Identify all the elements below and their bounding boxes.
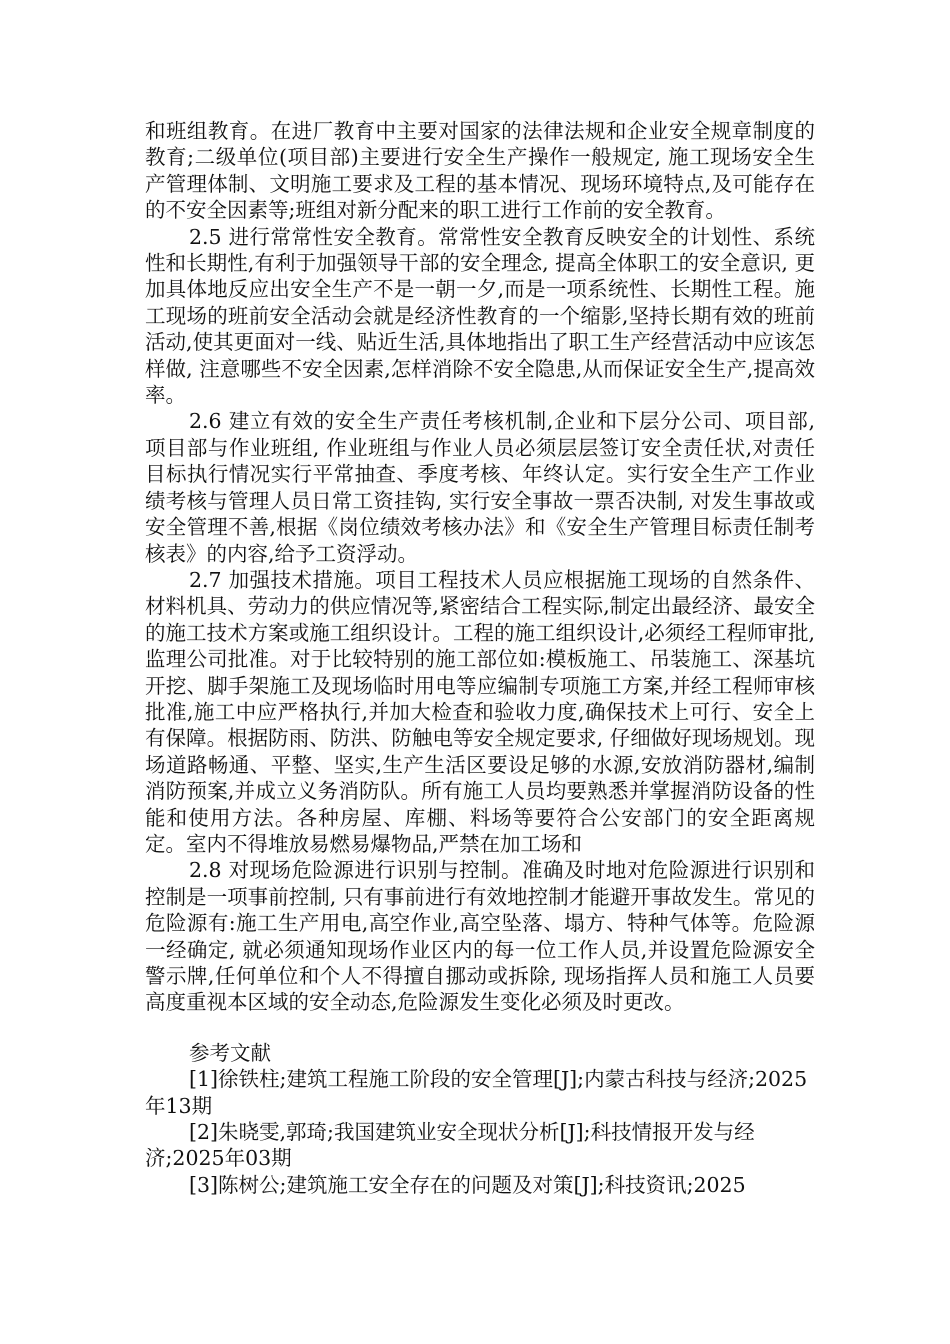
reference-item: [1]徐铁柱;建筑工程施工阶段的安全管理[J];内蒙古科技与经济;2025年13期 <box>145 1067 808 1118</box>
reference-item: [3]陈树公;建筑施工安全存在的问题及对策[J];科技资讯;2025 <box>189 1172 746 1197</box>
references-title: 参考文献 <box>189 1040 271 1065</box>
section-2-5-paragraph: 2.5 进行常常性安全教育。常常性安全教育反映安全的计划性、系统性和长期性,有利于加强领导干部的安全理念, 提高全体职工的安全意识, 更加具体地反应出安全生产不是一朝一夕,而是一项系统性、长期性工程。施工现场的班前安全活动会就是经济性教育的一个缩影,坚持长期有效的班前活动,使其更面对一线、贴近生活,具体地指出了职工生产经营活动中应该怎样做, 注意哪些不安全因素,怎样消除不安全隐患,从而保证安全生产,提高效率。 <box>145 224 815 408</box>
references-section <box>145 1040 815 1198</box>
section-2-8-paragraph: 2.8 对现场危险源进行识别与控制。准确及时地对危险源进行识别和控制是一项事前控制, 只有事前进行有效地控制才能避开事故发生。常见的危险源有:施工生产用电,高空作业,高空坠落、塌方、特种气体等。危险源一经确定, 就必须通知现场作业区内的每一位工作人员,并设置危险源安全警示牌,任何单位和个人不得擅自挪动或拆除, 现场指挥人员和施工人员要高度重视本区域的安全动态,危险源发生变化必须及时更改。 <box>145 858 815 1015</box>
reference-item: [2]朱晓雯,郭琦;我国建筑业安全现状分析[J];科技情报开发与经济;2025年03期 <box>145 1120 755 1171</box>
document-page <box>145 118 815 1198</box>
section-2-6-paragraph: 2.6 建立有效的安全生产责任考核机制,企业和下层分公司、项目部,项目部与作业班组, 作业班组与作业人员必须层层签订安全责任状,对责任目标执行情况实行平常抽查、季度考核、年终认定。实行安全生产工作业绩考核与管理人员日常工资挂钩, 实行安全事故一票否决制, 对发生事故或安全管理不善,根据《岗位绩效考核办法》和《安全生产管理目标责任制考核表》的内容,给予工资浮动。 <box>145 409 815 566</box>
section-2-7-paragraph: 2.7 加强技术措施。项目工程技术人员应根据施工现场的自然条件、材料机具、劳动力的供应情况等,紧密结合工程实际,制定出最经济、最安全的施工技术方案或施工组织设计。工程的施工组织设计,必须经工程师审批,监理公司批准。对于比较特别的施工部位如:模板施工、吊装施工、深基坑开挖、脚手架施工及现场临时用电等应编制专项施工方案,并经工程师审核批准,施工中应严格执行,并加大检查和验收力度,确保技术上可行、安全上有保障。根据防雨、防洪、防触电等安全规定要求, 仔细做好现场规划。现场道路畅通、平整、坚实,生产生活区要设足够的水源,安放消防器材,编制消防预案,并成立义务消防队。所有施工人员均要熟悉并掌握消防设备的性能和使用方法。各种房屋、库棚、料场等要符合公安部门的安全距离规定。室内不得堆放易燃易爆物品,严禁在加工场和 <box>145 567 815 856</box>
body-paragraph: 和班组教育。在进厂教育中主要对国家的法律法规和企业安全规章制度的教育;二级单位(项目部)主要进行安全生产操作一般规定, 施工现场安全生产管理体制、文明施工要求及工程的基本情况、现场环境特点,及可能存在的不安全因素等;班组对新分配来的职工进行工作前的安全教育。 <box>145 119 815 223</box>
